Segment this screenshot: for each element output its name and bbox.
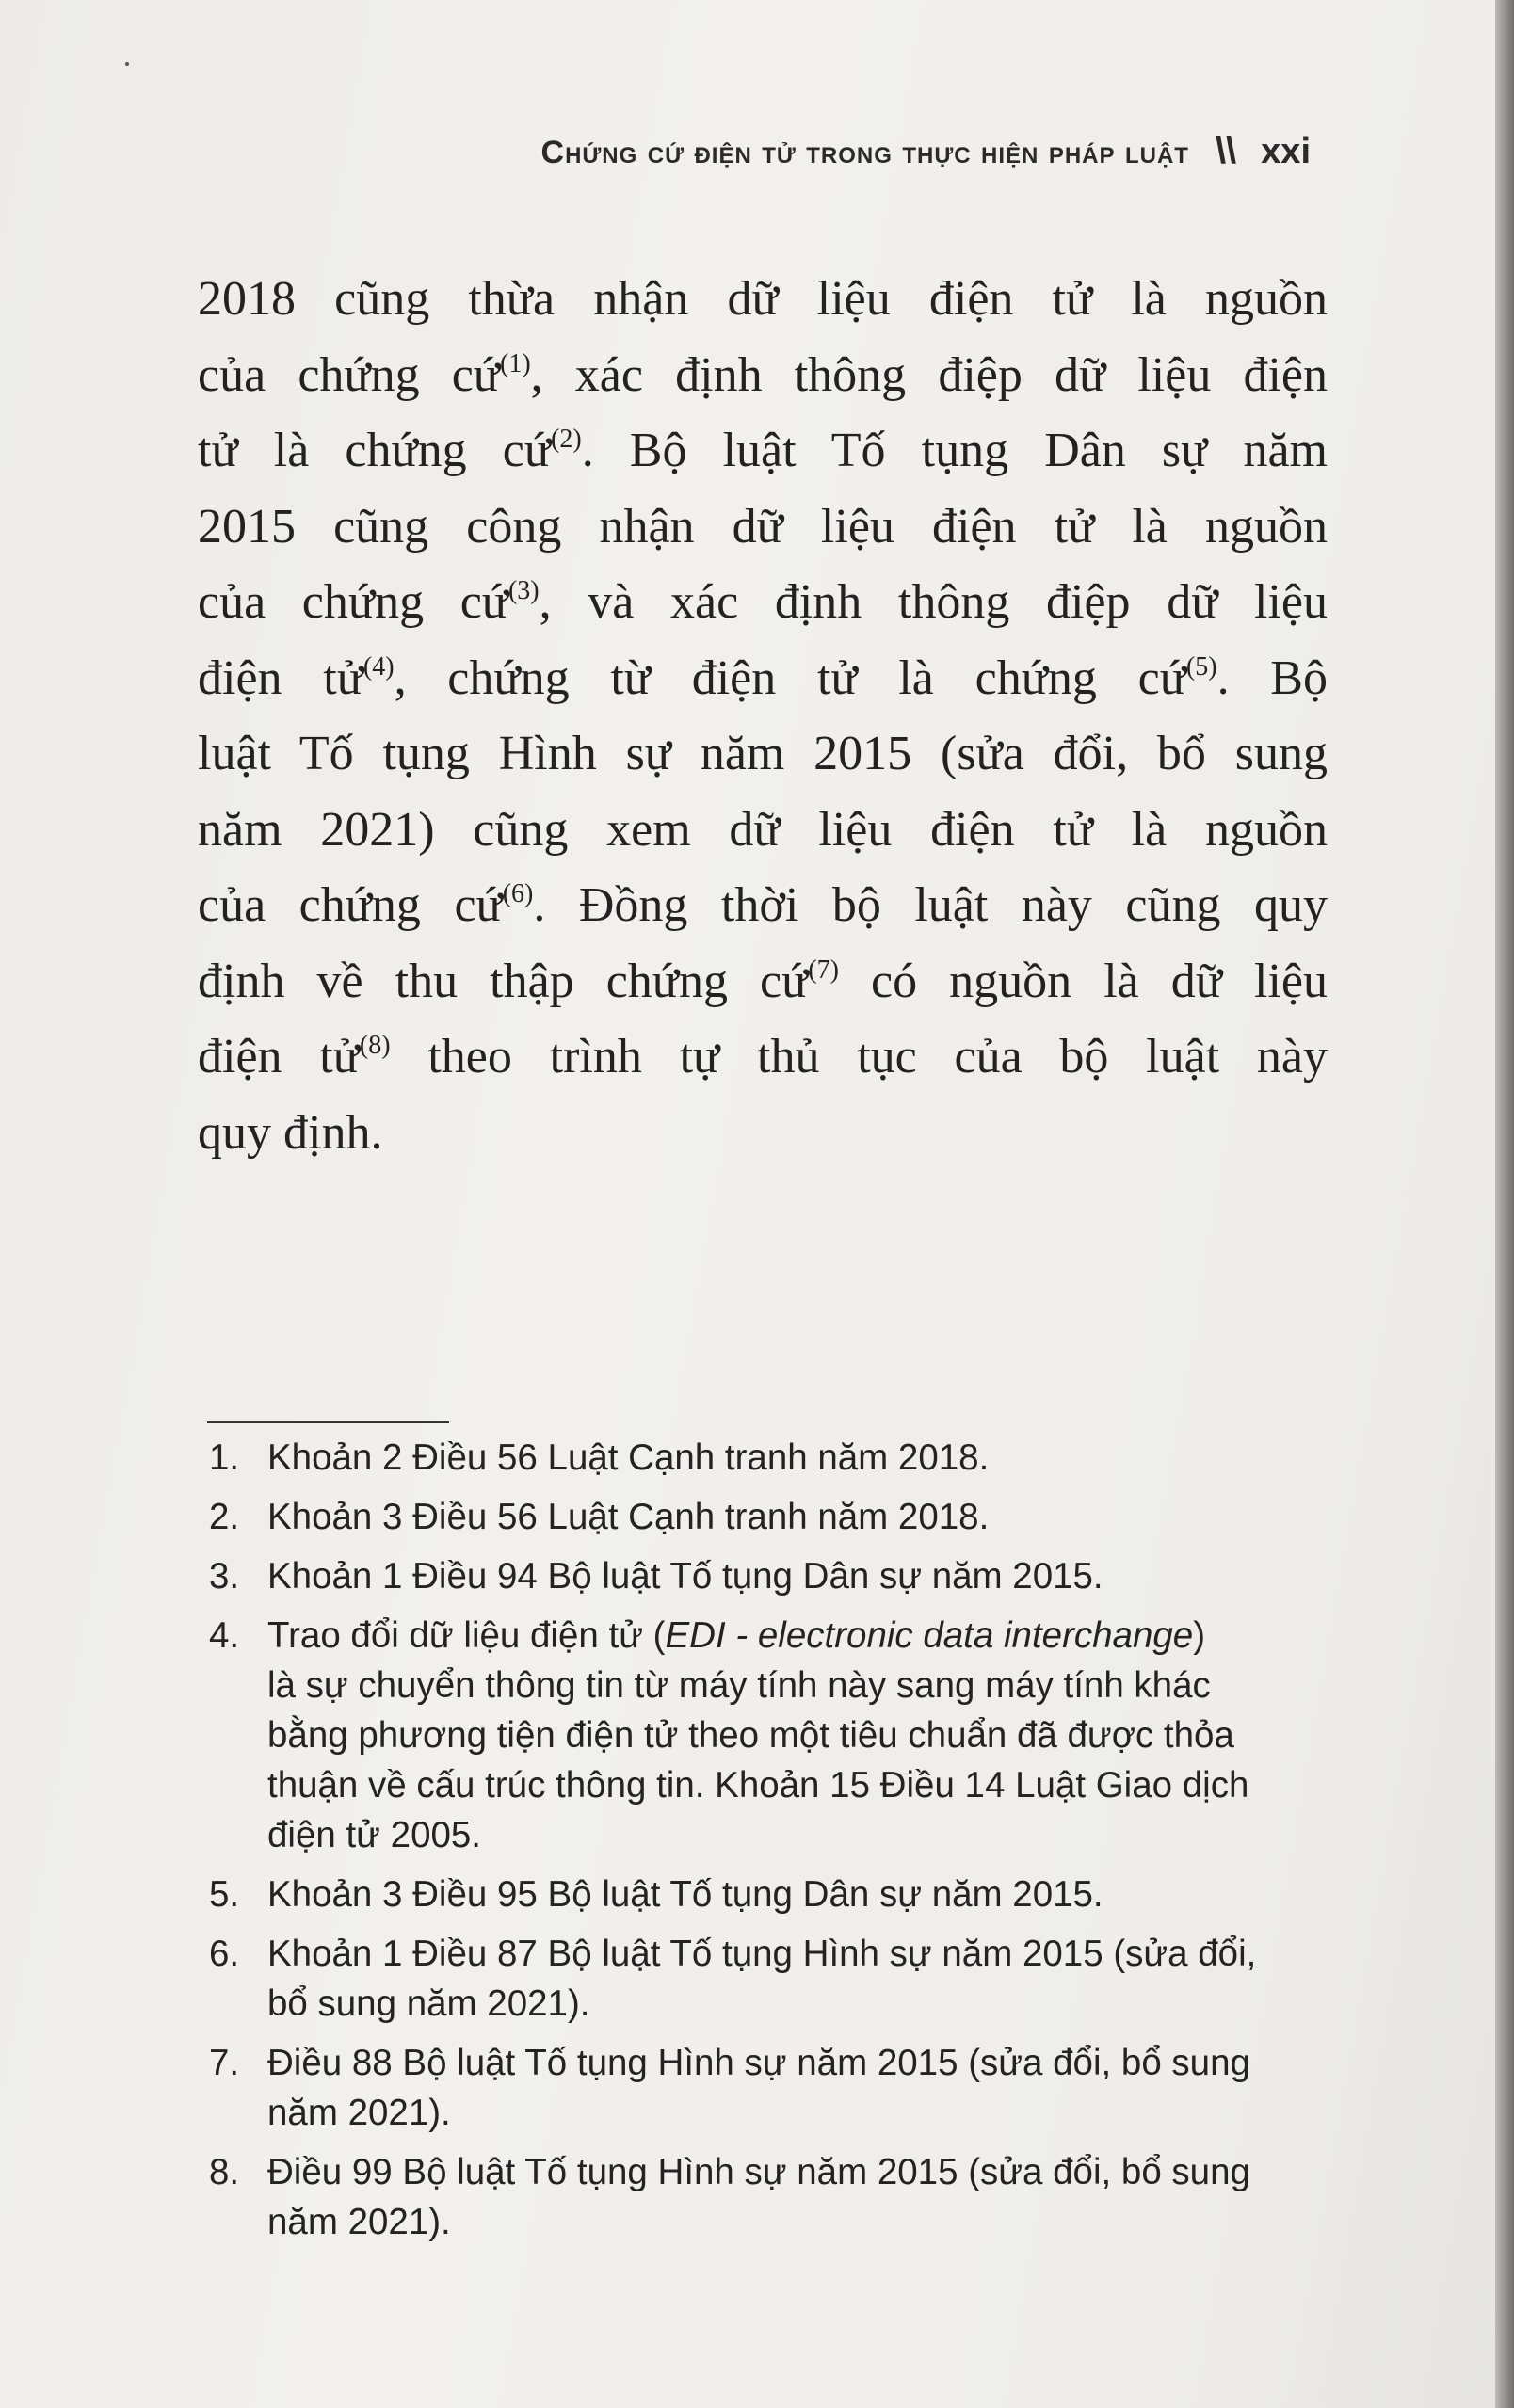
footnote-number: 7. — [209, 2043, 240, 2083]
footnote-number: 2. — [209, 1497, 240, 1537]
footnote-text: thuận về cấu trúc thông tin. Khoản 15 Điều 14 Luật Giao dịch — [267, 1765, 1249, 1806]
footnote — [209, 1929, 1358, 2029]
footnote-text: Khoản 3 Điều 56 Luật Cạnh tranh năm 2018. — [267, 1497, 990, 1537]
footnote-ref[interactable]: (4) — [362, 651, 395, 682]
footnote-text: điện tử 2005. — [267, 1815, 481, 1855]
footnote — [209, 1492, 1358, 1542]
footnote-number: 1. — [209, 1437, 240, 1478]
chapter-title: Chứng cứ điện tử trong thực hiện pháp luật — [540, 135, 1189, 170]
footnote-number: 3. — [209, 1556, 240, 1597]
text-line: điện tử$^{(4)}$, chứng từ điện tử là chứng cứ$^{(5)}$. Bộ — [198, 650, 1328, 705]
footnote-ref[interactable]: (3) — [507, 576, 540, 605]
text-line: 2018 cũng thừa nhận dữ liệu điện tử là nguồn — [198, 272, 1328, 326]
text-line: tử là chứng cứ$^{(2)}$. Bộ luật Tố tụng Dân sự năm — [198, 424, 1328, 477]
text-line: năm 2021) cũng xem dữ liệu điện tử là nguồn — [198, 802, 1328, 857]
page-number: xxi — [1261, 132, 1311, 171]
header-separator: \\ — [1215, 130, 1237, 171]
footnote-text: Khoản 3 Điều 95 Bộ luật Tố tụng Dân sự năm 2015. — [267, 1874, 1103, 1915]
footnote-ref[interactable]: (7) — [808, 955, 839, 985]
text-line: 2015 cũng công nhận dữ liệu điện tử là nguồn — [198, 499, 1328, 554]
footnote-number: 4. — [209, 1615, 240, 1656]
footnote-text: là sự chuyển thông tin từ máy tính này sang máy tính khác — [267, 1665, 1211, 1706]
footnote-text: Điều 99 Bộ luật Tố tụng Hình sự năm 2015 (sửa đổi, bổ sung — [267, 2152, 1250, 2192]
text-line: của chứng cứ$^{(6)}$. Đồng thời bộ luật này cũng quy — [198, 878, 1328, 932]
footnote-ref[interactable]: (6) — [502, 879, 534, 908]
footnote — [209, 1551, 1358, 1601]
text-line: định về thu thập chứng cứ$^{(7)}$ có nguồn là dữ liệu — [198, 954, 1329, 1008]
footnote-text: bổ sung năm 2021). — [267, 1983, 590, 2024]
footnote-ref[interactable]: (2) — [551, 425, 582, 454]
footnote-text: Khoản 1 Điều 94 Bộ luật Tố tụng Dân sự năm 2015. — [267, 1556, 1103, 1597]
footnote-ref[interactable]: (1) — [500, 348, 531, 378]
main-paragraph — [198, 262, 1328, 1171]
text-line: điện tử$^{(8)}$ theo trình tự thủ tục của bộ luật này — [198, 1030, 1328, 1084]
page-edge-shadow — [1495, 0, 1514, 2408]
running-header — [331, 130, 1311, 172]
text-line: luật Tố tụng Hình sự năm 2015 (sửa đổi, bổ sung — [198, 727, 1328, 780]
footnote — [209, 2038, 1358, 2138]
footnote-text: Trao đổi dữ liệu điện tử (EDI - electronic data interchange) — [267, 1615, 1206, 1656]
footnotes — [209, 1433, 1358, 2256]
footnote — [209, 2147, 1358, 2247]
footnote-italic-term: EDI - electronic data interchange — [665, 1615, 1194, 1656]
footnote — [209, 1870, 1358, 1919]
footnote-ref[interactable]: (5) — [1185, 651, 1217, 682]
footnote-text: năm 2021). — [267, 2202, 451, 2242]
text-line: của chứng cứ$^{(3)}$, và xác định thông điệp dữ liệu — [198, 575, 1328, 629]
footnote-divider — [207, 1421, 449, 1423]
footnote-number: 5. — [209, 1874, 240, 1915]
text-line: quy định. — [198, 1105, 383, 1160]
footnote-text: Điều 88 Bộ luật Tố tụng Hình sự năm 2015 (sửa đổi, bổ sung — [267, 2043, 1250, 2083]
text-line: của chứng cứ$^{(1)}$, xác định thông điệp dữ liệu điện — [198, 347, 1328, 402]
footnote — [209, 1433, 1358, 1483]
paper-speck — [125, 62, 129, 66]
footnote-text: Khoản 1 Điều 87 Bộ luật Tố tụng Hình sự năm 2015 (sửa đổi, — [267, 1934, 1257, 1974]
footnote-text: bằng phương tiện điện tử theo một tiêu chuẩn đã được thỏa — [267, 1715, 1234, 1756]
footnote-ref[interactable]: (8) — [359, 1031, 391, 1060]
footnote-text: năm 2021). — [267, 2093, 451, 2133]
footnote — [209, 1611, 1358, 1860]
footnote-number: 6. — [209, 1934, 240, 1974]
footnote-text: Khoản 2 Điều 56 Luật Cạnh tranh năm 2018. — [267, 1437, 990, 1478]
footnote-number: 8. — [209, 2152, 240, 2192]
